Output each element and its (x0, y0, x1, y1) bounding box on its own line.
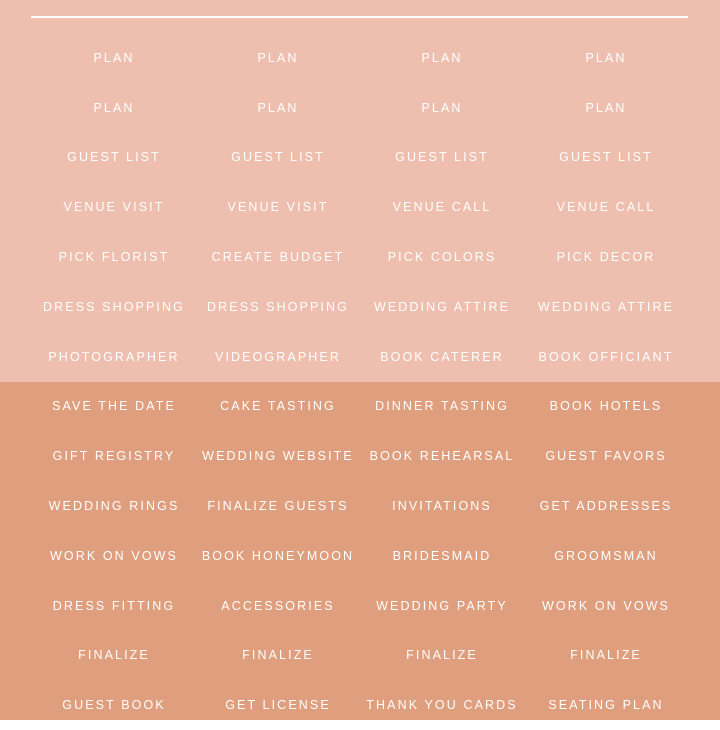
sticker-label: VENUE CALL (392, 200, 492, 215)
sticker-label: CREATE BUDGET (211, 250, 345, 265)
sticker-label: PLAN (421, 100, 463, 115)
sticker-label: FINALIZE (78, 648, 150, 663)
sticker-label: PLAN (257, 100, 299, 115)
sticker-label: PLAN (585, 100, 627, 115)
sticker-label: PICK FLORIST (58, 250, 170, 265)
sticker-label: GUEST LIST (67, 150, 161, 165)
sticker-label: WEDDING WEBSITE (202, 449, 354, 464)
sticker-label: PHOTOGRAPHER (48, 349, 180, 364)
sticker-label: PLAN (93, 50, 135, 65)
sticker-label: GIFT REGISTRY (52, 449, 176, 464)
sticker-label: DRESS SHOPPING (43, 299, 185, 314)
sticker-label: WORK ON VOWS (542, 598, 670, 613)
sticker-label: BRIDESMAID (392, 548, 492, 563)
sticker-label: GET LICENSE (225, 698, 331, 713)
sticker-label: WEDDING RINGS (48, 499, 180, 514)
sticker-label: GUEST BOOK (62, 698, 166, 713)
sticker-label: PLAN (257, 50, 299, 65)
sticker-label: GET ADDRESSES (539, 499, 673, 514)
sticker-label: SAVE THE DATE (52, 399, 176, 414)
sticker-label: WEDDING ATTIRE (373, 299, 511, 314)
sticker-label: FINALIZE (570, 648, 642, 663)
sticker-label: DRESS SHOPPING (207, 299, 349, 314)
sticker-label: WORK ON VOWS (50, 548, 178, 563)
sticker-label: VIDEOGRAPHER (215, 349, 341, 364)
sticker-label: SEATING PLAN (548, 698, 664, 713)
sticker-label: GUEST LIST (395, 150, 489, 165)
sticker-grid (32, 33, 688, 730)
sticker-label: FINALIZE (406, 648, 478, 663)
sticker-label: ACCESSORIES (221, 598, 335, 613)
sticker-label: WEDDING PARTY (376, 598, 508, 613)
sticker-label: BOOK HONEYMOON (201, 548, 355, 563)
sticker-label: WEDDING ATTIRE (537, 299, 675, 314)
sticker-label: DRESS FITTING (52, 598, 176, 613)
sticker-label: BOOK REHEARSAL (369, 449, 515, 464)
sticker-label: GUEST LIST (231, 150, 325, 165)
sticker-label: CAKE TASTING (220, 399, 336, 414)
sticker-label: VENUE VISIT (227, 200, 329, 215)
sticker-label: THANK YOU CARDS (366, 698, 518, 713)
sticker-label: DINNER TASTING (375, 399, 509, 414)
sticker-label: PLAN (421, 50, 463, 65)
sticker-label: VENUE VISIT (63, 200, 165, 215)
sticker-label: INVITATIONS (392, 499, 492, 514)
sticker-label: BOOK HOTELS (549, 399, 663, 414)
sticker-label: PICK DECOR (556, 250, 656, 265)
sticker-label: FINALIZE (242, 648, 314, 663)
top-divider-line (31, 16, 688, 18)
sticker-label: GUEST FAVORS (545, 449, 667, 464)
sticker-label: PLAN (93, 100, 135, 115)
sticker-label: FINALIZE GUESTS (207, 499, 349, 514)
sticker-label: BOOK OFFICIANT (538, 349, 674, 364)
sticker-label: GUEST LIST (559, 150, 653, 165)
sticker-label: PICK COLORS (387, 250, 497, 265)
sticker-label: PLAN (585, 50, 627, 65)
sticker-label: VENUE CALL (556, 200, 656, 215)
sticker-label: BOOK CATERER (380, 349, 504, 364)
sticker-label: GROOMSMAN (554, 548, 658, 563)
